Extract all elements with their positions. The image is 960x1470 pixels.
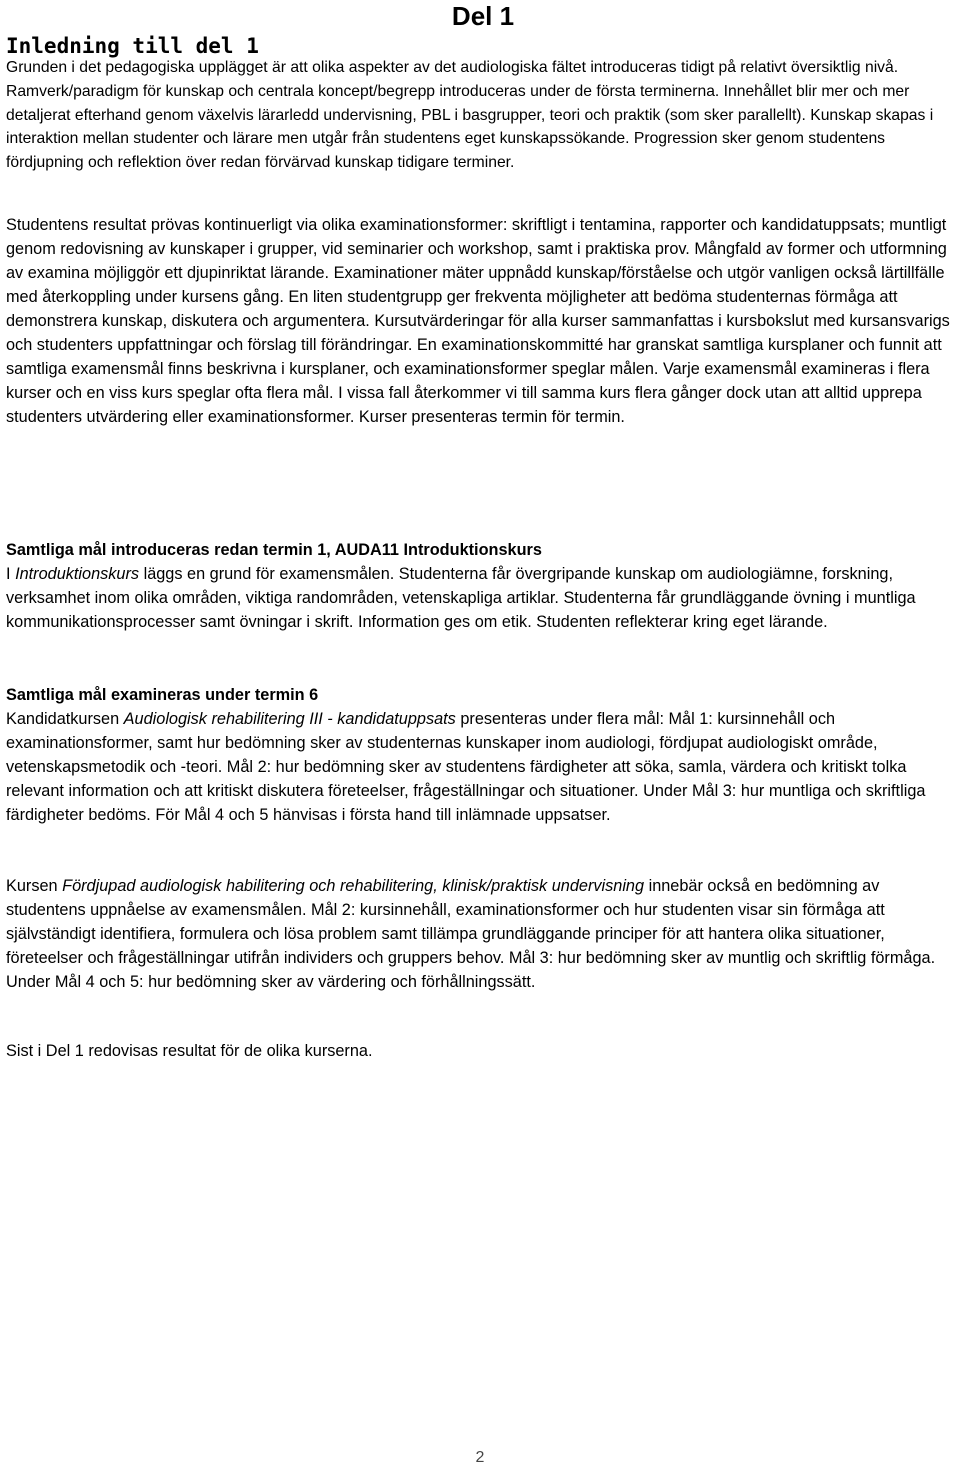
advanced-course-lead: Kursen: [6, 877, 63, 895]
advanced-course-name: Fördjupad audiologisk habilitering och rehabilitering, klinisk/praktisk undervisning: [62, 877, 645, 895]
term1-heading: Samtliga mål introduceras redan termin 1, AUDA11 Introduktionskurs: [6, 541, 542, 559]
closing-paragraph: Sist i Del 1 redovisas resultat för de olika kurserna.: [6, 1042, 373, 1060]
results-paragraph: Studentens resultat prövas kontinuerligt via olika examinationsformer: skriftligt i tentamina, rapporter och kandidatuppsats; muntligt genom redovisning av kunskaper i grupper, vid seminarier och workshop, samt i praktiska prov. Mångfald av former och utformning av examina möjliggör ett djupinriktat lärande. Examinationer mäter uppnådd kunskap/förståelse och utgör vanligen också lärtillfälle med återkoppling under kursens gång. En liten studentgrupp ger frekventa möjligheter att bedöma studenternas förmåga att demonstrera kunskap, diskutera och argumentera. Kursutvärderingar för alla kurser sammanfattas i kursbokslut med kursansvarigs och studenters uppfattningar och förslag till förändringar. En examinationskommitté har granskat samtliga kursplaner och funnit att samtliga examensmål finns beskrivna i kursplaner, och examinationsformer speglar målen. Varje examensmål examineras i flera kurser och en viss kurs speglar ofta flera mål. I vissa fall återkommer vi till samma kurs flera gånger dock utan att alltid upprepa studenters utvärdering eller examinationsformer. Kurser presenteras termin för termin.: [6, 216, 950, 426]
page-number: 2: [475, 1449, 485, 1466]
advanced-course-paragraph: innebär också en bedömning av studentens uppnåelse av examensmålen. Mål 2: kursinnehåll, examinationsformer och hur studenten visar sin förmåga att självständigt identifiera, formulera och lösa problem samt tillämpa grundläggande principer för att hantera olika situationer, företeelser och frågeställningar utifrån individers och gruppers behov. Mål 3: hur bedömning sker av muntlig och skriftlig förmåga. Under Mål 4 och 5: hur bedömning sker av värdering och förhållningssätt.: [6, 877, 936, 991]
intro-paragraph: Grunden i det pedagogiska upplägget är att olika aspekter av det audiologiska fältet introduceras tidigt på relativt översiktlig nivå. Ramverk/paradigm för kunskap och centrala koncept/begrepp introduceras under de första terminerna. Innehållet blir mer och mer detaljerat efterhand genom växelvis lärarledd undervisning, PBL i basgrupper, teori och praktik (som sker parallellt). Kunskap skapas i interaktion mellan studenter och lärare men utgår från studentens eget kunskapssökande. Progression sker genom studentens fördjupning och reflektion över redan förvärvad kunskap tidigare terminer.: [6, 59, 934, 172]
term1-course-name: Introduktionskurs: [15, 565, 140, 583]
part-title: Del 1: [451, 1, 515, 31]
term6-lead: Kandidatkursen: [6, 710, 124, 728]
term6-paragraph: presenteras under flera mål: Mål 1: kursinnehåll och examinationsformer, samt hur bedömning sker av studenternas kunskaper inom audiologi, fördjupat audiologiskt område, vetenskapsmetodik och -teori. Mål 2: hur bedömning sker av studentens färdigheter att söka, samla, värdera och kritiskt tolka relevant information och att kritiskt diskutera företeelser, frågeställningar och situationer. Under Mål 3: hur muntliga och skriftliga färdigheter bedöms. För Mål 4 och 5 hänvisas i första hand till inlämnade uppsatser.: [6, 710, 926, 824]
intro-heading: Inledning till del 1: [6, 34, 259, 58]
term1-lead: I: [6, 565, 16, 583]
term6-course-name: Audiologisk rehabilitering III - kandidatuppsats: [123, 710, 456, 728]
term1-paragraph: läggs en grund för examensmålen. Studenterna får övergripande kunskap om audiologiämne, forskning, verksamhet inom olika områden, viktiga randområden, vetenskapliga artiklar. Studenterna får grundläggande övning i muntliga kommunikationsprocesser samt övningar i skrift. Information ges om etik. Studenten reflekterar kring eget lärande.: [6, 565, 916, 631]
term6-heading: Samtliga mål examineras under termin 6: [6, 686, 319, 704]
advanced-course-section: [6, 874, 956, 994]
term1-section: [6, 538, 956, 634]
term6-section: [6, 683, 956, 827]
